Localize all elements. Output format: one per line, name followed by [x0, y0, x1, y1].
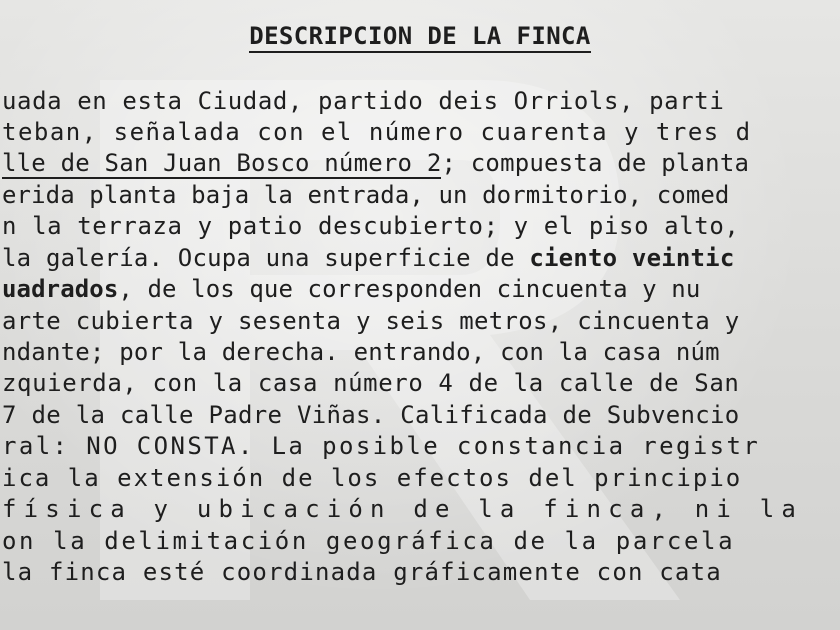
text-line — [2, 337, 720, 367]
text-segment: la galería. Ocupa una superficie de — [2, 244, 530, 272]
bold-segment: uadrados — [2, 275, 119, 303]
text-line — [2, 211, 754, 241]
text-line — [2, 86, 724, 116]
text-segment: erida planta baja la entrada, un dormitorio, comed — [2, 181, 730, 209]
text-line — [2, 274, 700, 304]
text-segment: 7 de la calle Padre Viñas. Calificada de Subvencio — [2, 401, 740, 429]
text-line — [2, 557, 722, 587]
text-segment: on la delimitación geográfica de la parcela — [2, 527, 736, 555]
text-segment: zquierda, con la casa número 4 de la calle de San — [2, 369, 740, 397]
bold-segment: ciento veintic — [529, 244, 735, 272]
text-segment: ral: NO CONSTA. La posible constancia registr — [2, 432, 761, 460]
text-line — [2, 400, 739, 430]
text-line — [2, 306, 739, 336]
underlined-segment: lle de San Juan Bosco número 2 — [2, 149, 442, 177]
text-segment: n la terraza y patio descubierto; y el piso alto, — [2, 212, 755, 240]
text-segment: física y ubicación de la finca, ni la — [2, 495, 804, 523]
text-segment: arte cubierta y sesenta y seis metros, cincuenta y — [2, 307, 740, 335]
text-segment: ica la extensión de los efectos del principio — [2, 464, 743, 492]
text-segment: ; compuesta de planta — [441, 149, 750, 177]
text-line — [2, 117, 752, 147]
text-line — [2, 463, 742, 493]
text-line — [2, 526, 735, 556]
text-line — [2, 494, 803, 524]
text-segment: la finca esté coordinada gráficamente con cata — [2, 558, 722, 586]
text-segment: , de los que corresponden cincuenta y nu — [118, 275, 701, 303]
text-segment: uada en esta Ciudad, partido deis Orriols, parti — [2, 87, 725, 115]
text-line — [2, 243, 734, 273]
text-segment: teban, señalada con el número cuarenta y tres d — [2, 118, 752, 146]
page-title — [0, 22, 840, 50]
text-line — [2, 368, 739, 398]
text-segment: ndante; por la derecha. entrando, con la casa núm — [2, 338, 720, 366]
text-line — [2, 148, 749, 178]
text-line — [2, 180, 729, 210]
text-line — [2, 431, 760, 461]
page-title-text: DESCRIPCION DE LA FINCA — [249, 22, 591, 53]
